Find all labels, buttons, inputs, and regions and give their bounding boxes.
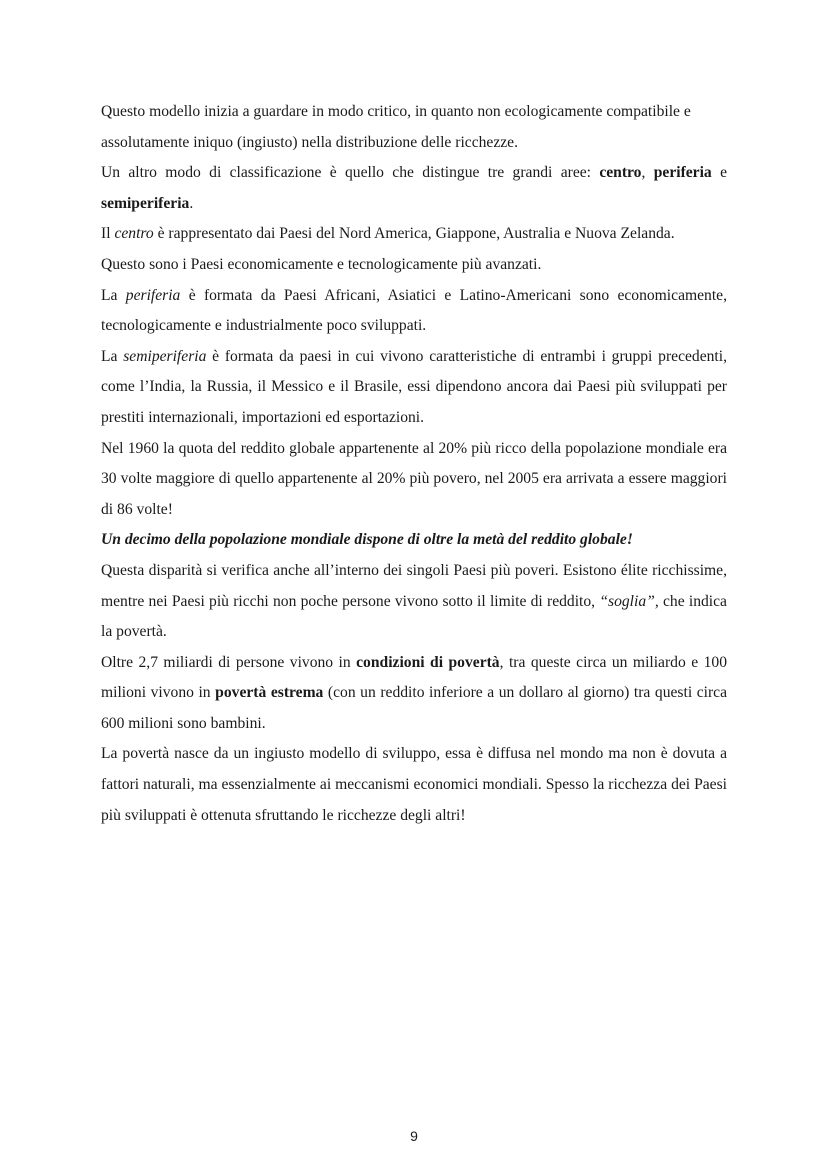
term-condizioni-poverta: condizioni di povertà bbox=[356, 653, 500, 671]
paragraph-poverty-figures bbox=[101, 648, 727, 740]
paragraph-text: è formata da Paesi Africani, Asiatici e Latino-Americani sono economicamente, tecnologicamente e industrialmente poco sviluppati. bbox=[101, 286, 727, 335]
paragraph-disparity bbox=[101, 556, 727, 648]
paragraph-highlight bbox=[101, 525, 727, 556]
paragraph-critical-model bbox=[101, 97, 727, 158]
paragraph-classification bbox=[101, 158, 727, 219]
paragraph-text: e bbox=[711, 164, 727, 182]
paragraph-semiperiferia bbox=[101, 342, 727, 434]
term-periferia-italic: periferia bbox=[125, 286, 181, 304]
term-soglia: “soglia”, bbox=[599, 592, 659, 610]
paragraph-text: Il bbox=[101, 225, 115, 243]
paragraph-advanced-countries bbox=[101, 250, 727, 281]
term-semiperiferia-italic: semiperiferia bbox=[123, 347, 207, 365]
term-centro-italic: centro bbox=[114, 225, 154, 243]
paragraph-text: Questa disparità si verifica anche all’interno dei singoli Paesi più poveri. Esistono élite ricchissime, mentre nei Paesi più ricchi non poche persone vivono sotto il limite di reddito, bbox=[101, 561, 727, 610]
paragraph-text: La bbox=[101, 286, 126, 304]
paragraph-text: , tra queste circa un miliardo e 100 milioni vivono in bbox=[101, 653, 727, 702]
paragraph-text: Questo sono i Paesi economicamente e tecnologicamente più avanzati. bbox=[101, 255, 542, 273]
paragraph-poverty-origin bbox=[101, 739, 727, 831]
paragraph-income-share bbox=[101, 434, 727, 526]
term-centro: centro bbox=[599, 164, 642, 182]
paragraph-text: che indica la povertà. bbox=[101, 592, 727, 641]
paragraph-text: (con un reddito inferiore a un dollaro al giorno) tra questi circa 600 milioni sono bambini. bbox=[101, 684, 727, 732]
highlight-statement: Un decimo della popolazione mondiale dispone di oltre la metà del reddito globale! bbox=[101, 531, 633, 549]
paragraph-text: , bbox=[641, 164, 654, 182]
paragraph-periferia bbox=[101, 281, 727, 342]
paragraph-centro bbox=[101, 219, 727, 250]
paragraph-text: Questo modello inizia a guardare in modo critico, in quanto non ecologicamente compatibile e assolutamente iniquo (ingiusto) nella distribuzione delle ricchezze. bbox=[101, 103, 691, 151]
page-number: 9 bbox=[410, 1128, 418, 1144]
paragraph-text: Oltre 2,7 miliardi di persone vivono in bbox=[101, 653, 357, 671]
body-text bbox=[101, 97, 727, 831]
term-poverta-estrema: povertà estrema bbox=[215, 684, 324, 702]
paragraph-text: La povertà nasce da un ingiusto modello di sviluppo, essa è diffusa nel mondo ma non è dovuta a fattori naturali, ma essenzialmente ai meccanismi economici mondiali. Spesso la ricchezza dei Paesi più sviluppati è ottenuta sfruttando le ricchezze degli altri! bbox=[101, 745, 727, 824]
term-semiperiferia: semiperiferia bbox=[101, 194, 190, 212]
term-periferia: periferia bbox=[653, 164, 712, 182]
paragraph-text: La bbox=[101, 347, 124, 365]
paragraph-text: . bbox=[189, 194, 194, 212]
paragraph-text: è rappresentato dai Paesi del Nord America, Giappone, Australia e Nuova Zelanda. bbox=[153, 225, 675, 243]
paragraph-text: è formata da paesi in cui vivono caratteristiche di entrambi i gruppi precedenti, come l’India, la Russia, il Messico e il Brasile, essi dipendono ancora dai Paesi più sviluppati per prestiti internazionali, importazioni ed esportazioni. bbox=[101, 347, 727, 426]
paragraph-text: Nel 1960 la quota del reddito globale appartenente al 20% più ricco della popolazione mondiale era 30 volte maggiore di quello appartenente al 20% più povero, nel 2005 era arrivata a essere maggiori di 86 volte! bbox=[101, 439, 727, 518]
paragraph-text: Un altro modo di classificazione è quello che distingue tre grandi aree: bbox=[101, 164, 600, 182]
